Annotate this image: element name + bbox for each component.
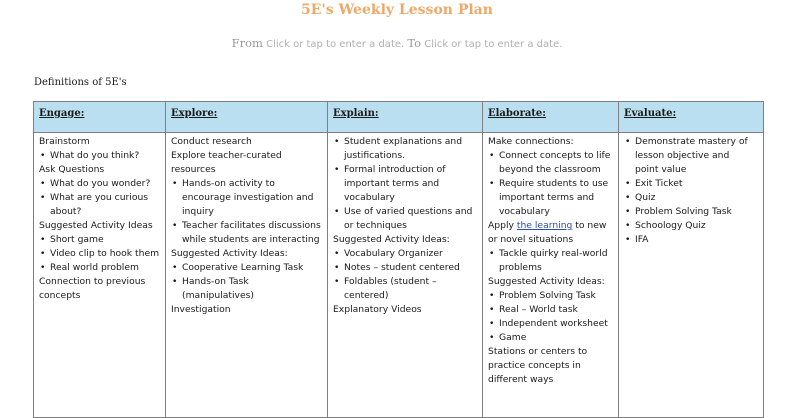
list-item: vocabulary — [344, 192, 395, 203]
list-item: • Game — [488, 331, 613, 345]
list-item: • Demonstrate mastery of — [624, 135, 758, 149]
five-e-table — [33, 101, 764, 418]
list-item: about? — [50, 206, 82, 217]
list-item: • Teacher facilitates discussions — [171, 219, 322, 233]
the-learning-link[interactable]: the learning — [516, 220, 573, 231]
list-item: or novel situations — [488, 234, 574, 245]
list-item: lesson objective and — [635, 150, 730, 161]
list-item: • Notes – student centered — [333, 261, 477, 275]
list-item: practice concepts in — [488, 360, 581, 371]
list-item: Suggested Activity Ideas: — [171, 248, 288, 259]
list-item: Ask Questions — [39, 164, 105, 175]
list-item: • Problem Solving Task — [488, 289, 613, 303]
list-item: • Student explanations and — [333, 135, 477, 149]
list-item: • Hands-on activity to — [171, 177, 322, 191]
header-elaborate: Elaborate: — [483, 102, 619, 133]
date-range — [0, 36, 794, 50]
to-new-text: to new — [575, 220, 607, 231]
list-item: or techniques — [344, 220, 407, 231]
list-item: Suggested Activity Ideas: — [333, 234, 450, 245]
list-item: centered) — [344, 290, 389, 301]
list-item: Suggested Activity Ideas — [39, 220, 153, 231]
list-item: important terms and — [344, 178, 440, 189]
page-title: 5E's Weekly Lesson Plan — [301, 2, 493, 18]
list-item: vocabulary — [499, 206, 550, 217]
list-item: point value — [635, 164, 687, 175]
list-item: • Vocabulary Organizer — [333, 247, 477, 261]
list-item: • Hands-on Task — [171, 275, 322, 289]
list-item: • Short game — [39, 233, 160, 247]
list-item: • Quiz — [624, 191, 758, 205]
list-item: • Tackle quirky real-world — [488, 247, 613, 261]
table-row — [34, 133, 764, 418]
list-item: Make connections: — [488, 136, 574, 147]
list-item: • Problem Solving Task — [624, 205, 758, 219]
list-item: • Schoology Quiz — [624, 219, 758, 233]
list-item: Connection to previous — [39, 276, 146, 287]
cell-explain[interactable] — [328, 133, 483, 418]
table-header-row — [34, 102, 764, 133]
list-item: problems — [499, 262, 542, 273]
list-item: different ways — [488, 374, 554, 385]
list-item: • What do you think? — [39, 149, 160, 163]
header-explain: Explain: — [328, 102, 483, 133]
list-item: Investigation — [171, 304, 231, 315]
list-item: Suggested Activity Ideas: — [488, 276, 605, 287]
header-engage: Engage: — [34, 102, 166, 133]
list-item: resources — [171, 164, 216, 175]
list-item: • Use of varied questions and — [333, 205, 477, 219]
list-item: Explanatory Videos — [333, 304, 422, 315]
cell-elaborate[interactable] — [483, 133, 619, 418]
list-item: • Real world problem — [39, 261, 160, 275]
cell-explore[interactable] — [166, 133, 328, 418]
list-item: • Formal introduction of — [333, 163, 477, 177]
list-item: • Video clip to hook them — [39, 247, 160, 261]
definitions-label: Definitions of 5E's — [34, 77, 127, 88]
list-item: justifications. — [344, 150, 406, 161]
list-item: • Real – World task — [488, 303, 613, 317]
list-item: while students are interacting — [182, 234, 320, 245]
from-label: From — [231, 36, 263, 50]
list-item — [488, 219, 613, 233]
list-item: beyond the classroom — [499, 164, 601, 175]
to-date-field[interactable]: Click or tap to enter a date. — [424, 39, 563, 50]
cell-evaluate[interactable] — [619, 133, 764, 418]
list-item: • What are you curious — [39, 191, 160, 205]
list-item: Brainstorm — [39, 136, 90, 147]
list-item: • Require students to use — [488, 177, 613, 191]
list-item: • Cooperative Learning Task — [171, 261, 322, 275]
list-item: • Foldables (student – — [333, 275, 477, 289]
to-label: To — [407, 36, 422, 50]
list-item: Stations or centers to — [488, 346, 588, 357]
list-item: (manipulatives) — [182, 290, 254, 301]
list-item: • IFA — [624, 233, 758, 247]
list-item: • What do you wonder? — [39, 177, 160, 191]
from-date-field[interactable]: Click or tap to enter a date. — [266, 39, 405, 50]
apply-text: Apply — [488, 220, 514, 231]
list-item: Conduct research — [171, 136, 252, 147]
cell-engage[interactable] — [34, 133, 166, 418]
list-item: Explore teacher-curated — [171, 150, 282, 161]
header-evaluate: Evaluate: — [619, 102, 764, 133]
header-explore: Explore: — [166, 102, 328, 133]
list-item: • Independent worksheet — [488, 317, 613, 331]
list-item: • Exit Ticket — [624, 177, 758, 191]
list-item: inquiry — [182, 206, 214, 217]
list-item: important terms and — [499, 192, 595, 203]
list-item: • Connect concepts to life — [488, 149, 613, 163]
list-item: encourage investigation and — [182, 192, 314, 203]
list-item: concepts — [39, 290, 81, 301]
